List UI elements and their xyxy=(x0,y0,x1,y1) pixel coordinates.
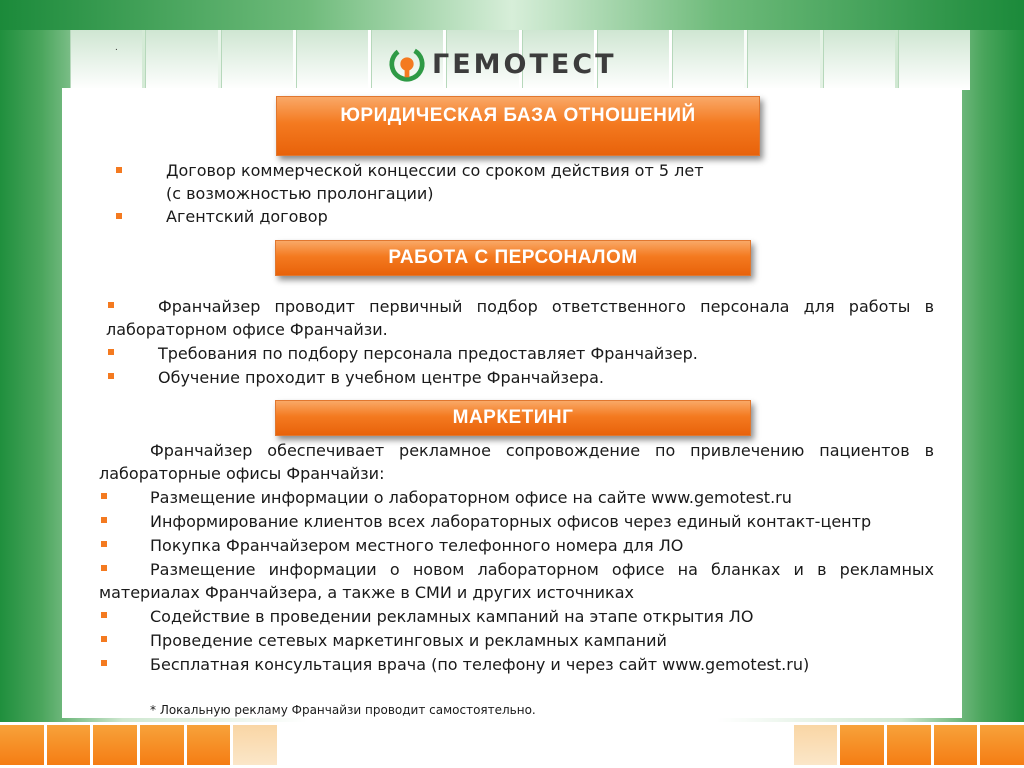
staff-item-3: Обучение проходит в учебном центре Франчайзера. xyxy=(158,368,604,387)
footnote: * Локальную рекламу Франчайзи проводит самостоятельно. xyxy=(150,703,536,717)
legal-item-2: Агентский договор xyxy=(166,207,328,226)
marketing-intro: Франчайзер обеспечивает рекламное сопровождение по привлечению пациентов в xyxy=(150,441,934,460)
legal-item-1: Договор коммерческой концессии со сроком действия от 5 лет xyxy=(166,161,704,180)
bullet-icon xyxy=(108,302,114,308)
bullet-icon xyxy=(101,493,107,499)
bullet-icon xyxy=(101,517,107,523)
dot-mark: . xyxy=(115,42,118,53)
staff-item-2: Требования по подбору персонала предоставляет Франчайзер. xyxy=(158,344,698,363)
bullet-icon xyxy=(116,213,122,219)
heading-marketing: МАРКЕТИНГ xyxy=(275,400,751,436)
heading-staff: РАБОТА С ПЕРСОНАЛОМ xyxy=(275,240,751,276)
bullet-icon xyxy=(101,541,107,547)
bottom-decor-tiles xyxy=(0,722,1024,768)
legal-item-1-cont: (с возможностью пролонгации) xyxy=(166,184,434,203)
bullet-icon xyxy=(108,349,114,355)
gemotest-logo xyxy=(388,42,617,86)
heading-legal: ЮРИДИЧЕСКАЯ БАЗА ОТНОШЕНИЙ xyxy=(276,96,760,156)
bullet-icon xyxy=(101,612,107,618)
marketing-item-1: Размещение информации о лабораторном офисе на сайте www.gemotest.ru xyxy=(150,488,792,507)
marketing-item-3: Покупка Франчайзером местного телефонного номера для ЛО xyxy=(150,536,684,555)
marketing-intro-cont: лабораторные офисы Франчайзи: xyxy=(99,464,385,483)
marketing-item-4: Размещение информации о новом лабораторном офисе на бланках и в рекламных xyxy=(150,560,934,579)
marketing-item-7: Бесплатная консультация врача (по телефону и через сайт www.gemotest.ru) xyxy=(150,655,810,674)
top-decor-band xyxy=(0,0,1024,30)
bullet-icon xyxy=(116,167,122,173)
logo-text: ГЕМОТЕСТ xyxy=(432,48,617,80)
marketing-item-5: Содействие в проведении рекламных кампаний на этапе открытия ЛО xyxy=(150,607,754,626)
marketing-item-2: Информирование клиентов всех лабораторных офисов через единый контакт-центр xyxy=(150,512,872,531)
staff-item-1-cont: лабораторном офисе Франчайзи. xyxy=(106,320,388,339)
bullet-icon xyxy=(101,565,107,571)
bullet-icon xyxy=(101,660,107,666)
marketing-item-6: Проведение сетевых маркетинговых и рекламных кампаний xyxy=(150,631,667,650)
bullet-icon xyxy=(108,373,114,379)
bullet-icon xyxy=(101,636,107,642)
staff-item-1: Франчайзер проводит первичный подбор ответственного персонала для работы в xyxy=(158,297,934,316)
marketing-item-4-cont: материалах Франчайзера, а также в СМИ и других источниках xyxy=(99,583,634,602)
gemotest-logo-icon xyxy=(388,45,426,83)
